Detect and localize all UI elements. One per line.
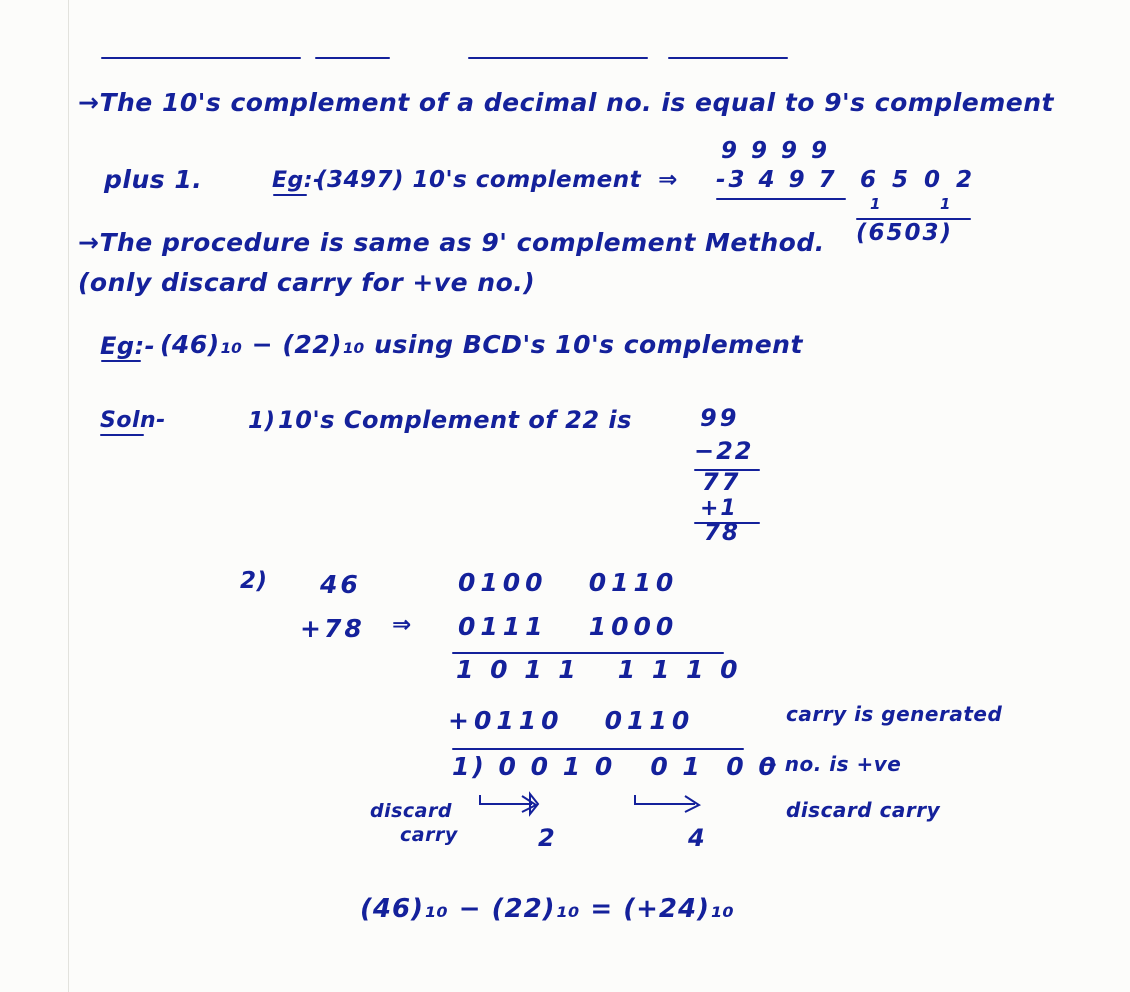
step-two-implies-arrow: ⇒ — [392, 612, 412, 638]
work-carry-right: 1 — [940, 195, 951, 213]
solution-label-underline — [100, 434, 144, 436]
margin-rule — [68, 0, 69, 992]
step-one-77: 77 — [702, 468, 742, 496]
step-one-text: 10's Complement of 22 is — [278, 406, 632, 434]
work-carry-left: 1 — [870, 195, 881, 213]
example-expression: (3497) 10's complement ⇒ — [316, 167, 678, 193]
step-two-rule-1 — [452, 652, 724, 654]
work-nines: 9 9 9 9 — [721, 138, 831, 164]
note-discard-carry: discard carry — [786, 798, 941, 822]
discard-carry-line-one: discard — [370, 800, 452, 822]
step-one-99: 99 — [700, 404, 740, 432]
solution-label: Soln- — [100, 408, 166, 433]
step-one-label: 1) — [248, 408, 276, 434]
title-underline-1 — [101, 57, 301, 59]
rule-one-line-one: →The 10's complement of a decimal no. is equal to 9's complement — [78, 88, 1054, 117]
final-result: (46)₁₀ − (22)₁₀ = (+24)₁₀ — [360, 894, 735, 924]
title-underline-2 — [315, 57, 390, 59]
rule-two-line-two: (only discard carry for +ve no.) — [78, 268, 536, 297]
work-minus-3497: -3 4 9 7 — [716, 167, 838, 193]
example-label: Eg:- — [272, 168, 323, 193]
title-underline-3 — [468, 57, 648, 59]
title-underline-4 — [668, 57, 788, 59]
rule-two-line-one: →The procedure is same as 9' complement Method. — [78, 228, 825, 257]
step-one-plus-1: +1 — [700, 496, 738, 521]
step-two-rule-2 — [452, 748, 744, 750]
work-result-6502: 6 5 0 2 — [860, 167, 977, 193]
problem-label-underline — [101, 360, 141, 362]
note-number-positive: → no. is +ve — [760, 752, 902, 776]
step-two-dec-46: 46 — [320, 570, 361, 599]
rule-one-line-two: plus 1. — [104, 165, 203, 194]
problem-label: Eg:- — [100, 332, 156, 360]
bcd-of-46: 0100 0110 — [458, 568, 679, 597]
nibble-value-4: 4 — [688, 824, 706, 852]
bcd-first-sum: 1 0 1 1 1 1 1 0 — [456, 655, 742, 684]
nibble-braces — [470, 790, 830, 850]
bcd-correction: +0110 0110 — [448, 706, 695, 735]
nibble-value-2: 2 — [538, 824, 556, 852]
work-final-6503: (6503) — [856, 220, 954, 246]
bcd-final-sum: 1) 0 0 1 0 0 1 0 0 — [452, 752, 779, 781]
note-carry-generated: carry is generated — [786, 702, 1003, 726]
problem-statement: (46)₁₀ − (22)₁₀ using BCD's 10's complement — [160, 330, 803, 359]
step-one-minus-22: −22 — [694, 437, 754, 465]
step-one-78: 78 — [704, 520, 741, 546]
work-rule-line — [716, 198, 846, 200]
example-label-underline — [273, 194, 307, 196]
bcd-of-78: 0111 1000 — [458, 612, 679, 641]
step-two-dec-78: +78 — [300, 614, 365, 643]
step-two-label: 2) — [240, 568, 268, 594]
discard-carry-line-two: carry — [400, 824, 458, 846]
